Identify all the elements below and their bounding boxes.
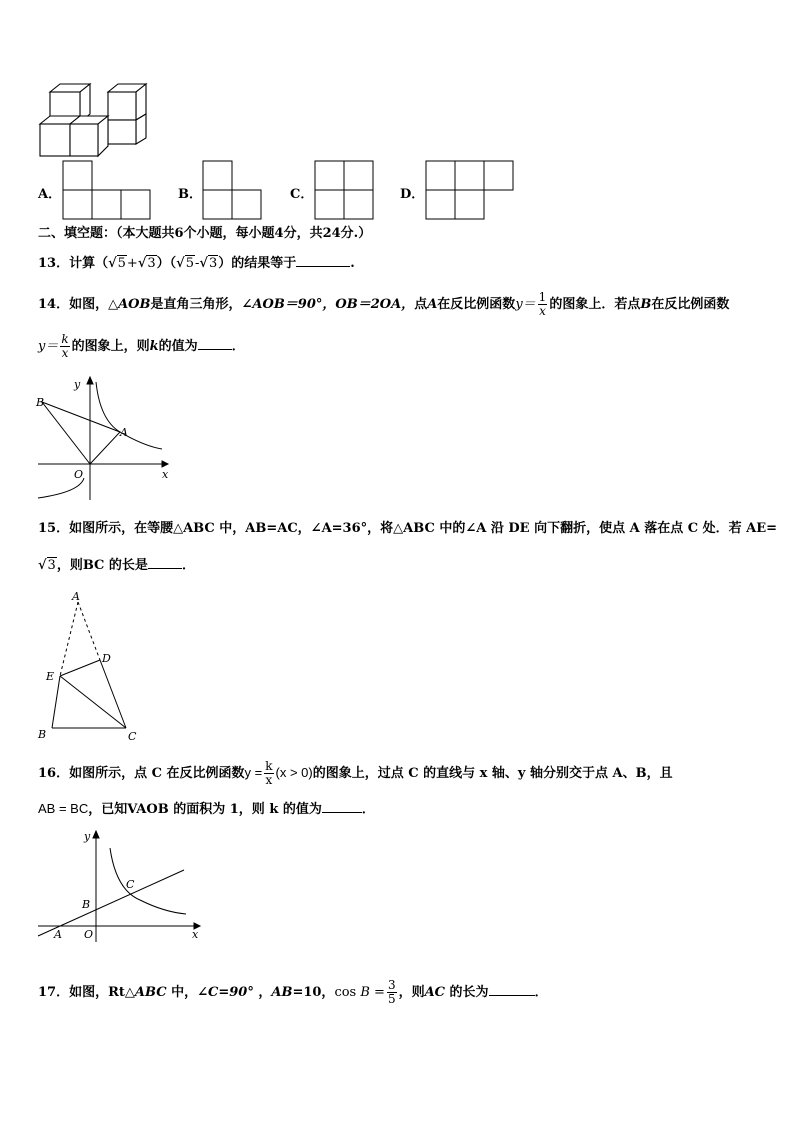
fig15-label-a: A [72, 590, 80, 603]
fig16-label-c: C [126, 878, 135, 891]
fraction-k-over-x: $\frac{k}{x}$ [61, 332, 69, 360]
sqrt-3-b: √3 [199, 256, 218, 271]
question-17: 17．如图，Rt△ABC 中，∠C=90° ，AB=10，cos B = $\frac{3}{5}$ ，则AC 的长为 ． [38, 978, 548, 1006]
plus-sign: + [126, 256, 138, 271]
fig16-label-x: x [192, 928, 199, 941]
sqrt-5-b: √5 [176, 256, 194, 271]
question-13 [38, 254, 355, 273]
figure-15 [34, 588, 154, 748]
fig14-label-b: B [36, 396, 45, 409]
question-15-line2: √3，则BC 的长是 ． [38, 558, 195, 573]
minus-sign: - [195, 256, 200, 271]
option-b-label: B． [178, 187, 202, 202]
section-heading: 二、填空题：（本大题共6个小题，每小题4分，共24分.） [38, 226, 372, 241]
option-c-label: C． [290, 187, 314, 202]
fig14-label-x: x [162, 468, 169, 481]
question-15-line1: 15．如图所示，在等腰△ABC 中，AB=AC，∠A=36°，将△ABC 中的∠A 沿 DE 向下翻折，使点 A 落在点 C 处．若 AE= [38, 521, 778, 536]
figure-14 [34, 372, 174, 504]
question-14-line2: y＝ $\frac{k}{x}$ 的图象上，则k的值为 ． [38, 332, 245, 360]
fig15-label-c: C [128, 730, 137, 743]
option-a-label: A． [38, 187, 62, 202]
fig16-label-b: B [82, 898, 91, 911]
fraction-3-over-5: $\frac{3}{5}$ [387, 978, 396, 1006]
option-c-figure [314, 160, 374, 220]
fig14-label-y: y [74, 378, 81, 391]
option-b-figure [202, 160, 262, 220]
fig16-label-a: A [54, 928, 62, 941]
option-d-figure [425, 160, 515, 220]
fig14-label-a: A [120, 426, 128, 439]
q13-prefix: 13．计算（ [38, 256, 109, 271]
sqrt-3-a: √3 [137, 256, 156, 271]
option-d-label: D． [400, 187, 425, 202]
question-16-line2: AB = BC，已知VAOB 的面积为 1，则 k 的值为 ． [38, 801, 375, 817]
q13-mid: ）（ [156, 256, 177, 271]
answer-blank-13[interactable] [296, 254, 350, 267]
answer-blank-15[interactable] [148, 556, 182, 569]
sqrt-5-a: √5 [108, 256, 126, 271]
fig15-label-e: E [46, 670, 55, 683]
cube-solid-figure [38, 80, 156, 158]
fig16-label-o: O [84, 928, 94, 941]
figure-16 [34, 826, 206, 946]
fraction-k-over-x: $\frac{k}{x}$ [265, 759, 273, 787]
hyperbola-q3 [38, 478, 84, 498]
fig14-label-o: O [74, 468, 84, 481]
answer-blank-16[interactable] [322, 800, 362, 813]
q13-suffix: ）的结果等于 [218, 256, 297, 271]
answer-blank-14[interactable] [198, 337, 232, 350]
sqrt-3: √3 [38, 558, 56, 573]
fraction-1-over-x: $\frac{1}{x}$ [538, 290, 547, 318]
option-a-figure [62, 160, 152, 220]
answer-blank-17[interactable] [489, 983, 535, 996]
q13-end: . [350, 256, 355, 271]
hyperbola-q1 [96, 382, 162, 449]
question-14-line1: 14．如图，△AOB是直角三角形，∠AOB＝90°，OB＝2OA，点A在反比例函数y＝ $\frac{1}{x}$ 的图象上．若点B在反比例函数 [38, 290, 730, 318]
fig15-label-b: B [38, 728, 47, 741]
fig15-label-d: D [102, 652, 111, 665]
fig16-label-y: y [84, 830, 91, 843]
question-16-line1: 16．如图所示，点 C 在反比例函数y = $\frac{k}{x}$ (x > 0)的图象上，过点 C 的直线与 x 轴、y 轴分别交于点 A、B，且 [38, 759, 673, 787]
